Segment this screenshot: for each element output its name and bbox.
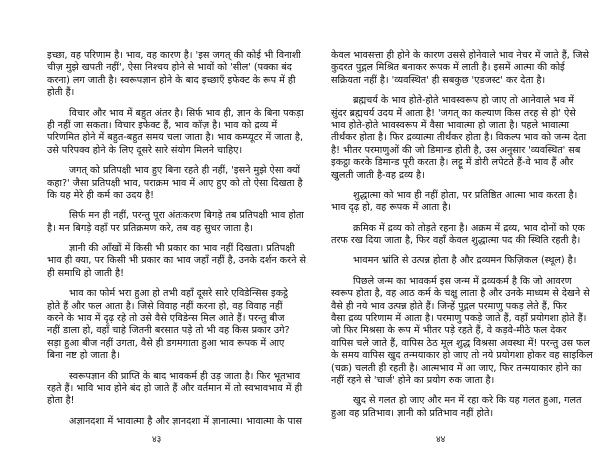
paragraph — [331, 189, 578, 215]
text-line: तीर्थंकर होता है। फिर द्रव्यात्मा तीर्थंकर होता है। विकल्प भाव को जन्म देता — [331, 132, 587, 144]
text-line: होती हैं। — [47, 87, 75, 99]
text-line: पिछले जन्म का भावकर्म इस जन्म में द्रव्यकर्म है कि जो आवरण — [353, 275, 572, 287]
text-line: भावमन भ्रांति से उत्पन्न होता है और द्रव्यमन फिज़िकल (स्थूल) है। — [353, 255, 577, 267]
text-line: इच्छा, वह परिणाम है। भाव, वह कारण है। 'इस जगत् की कोई भी विनाशी — [47, 50, 301, 61]
text-line: नहीं रहने से 'चार्ज' होने का प्रयोग रुक जाता है। — [331, 374, 495, 386]
paragraph — [47, 370, 303, 408]
text-line: होता है! — [47, 395, 75, 407]
text-line: खुद से गलत हो जाए और मन में रहा करे कि यह गलत हुआ, गलत — [353, 395, 582, 407]
text-line: जो फिर मिश्रसा के रूप में भीतर पड़े रहते हैं, वे कड़वे-मीठे फल देकर — [331, 325, 567, 337]
paragraph — [47, 415, 302, 428]
text-line: ब्रह्मचर्य के भाव होते-होते भावस्वरूप हो जाए तो आनेवाले भव में — [353, 95, 575, 107]
text-line: करना) लग जाती है। स्वरूपज्ञान होने के बाद इच्छाएँ इफेक्ट के रूप में ही — [47, 74, 296, 86]
text-line: उसे परिपक्व होने के लिए दूसरे सारे संयोग मिलने चाहिए। — [47, 144, 243, 156]
paragraph — [47, 210, 304, 235]
paragraph — [331, 275, 593, 388]
paragraph — [47, 107, 304, 158]
text-line: क्रमिक में द्रव्य को तोड़ते रहना है। अक्रम में द्रव्य, भाव दोनों को एक — [353, 222, 585, 234]
text-line: विचार और भाव में बहुत अंतर है। सिर्फ भाव ही, ज्ञान के बिना पकड़ा — [69, 107, 304, 119]
text-line: भाव का फोर्म भरा हुआ हो तभी वहाँ दूसरे सारे एविडेन्सिस इकट्ठे — [69, 288, 288, 300]
text-line: हुआ वह प्रतिभाव। ज्ञानी को प्रतिभाव नहीं होते। — [331, 407, 494, 419]
paragraph — [331, 255, 577, 267]
text-line: ही समाधि हो जाती है! — [47, 267, 124, 279]
text-line: करने के भाव में दृढ़ रहे तो उसे वैसे एविडेन्स मिल आते हैं। परन्तु बीज — [47, 313, 285, 325]
text-line: (चक्र) चलती ही रहती है। आत्मभाव में आ जाए, फिर तन्मयाकार होने का — [331, 362, 582, 374]
text-line: शुद्धात्मा को भाव ही नहीं होता, पर प्रतिष्ठित आत्मा भाव करता है। — [353, 189, 578, 201]
text-line: नहीं डाला हो, वहाँ चाहे जितनी बरसात पड़े तो भी वह किस प्रकार उगे? — [47, 325, 290, 337]
text-line: परिणमित होने में बहुत-बहुत समय चला जाता है। भाव कम्प्यूटर में जाता है, — [47, 132, 304, 144]
text-line: कि यह मेरे ही कर्म का उदय है! — [47, 189, 154, 201]
right-page-body — [331, 50, 593, 428]
paragraph — [47, 50, 301, 100]
paragraph — [331, 95, 587, 182]
text-line: अज्ञानदशा में भावात्मा है और ज्ञानदशा में ज्ञानात्मा। भावात्मा के पास — [69, 415, 302, 427]
text-line: है! भीतर परमाणुओं की जो डिमान्ड होती है, उस अनुसार 'व्यवस्थित' सब — [331, 144, 581, 156]
text-line: स्वरूप होता है, वह आठ कर्म के चक्षु लाता है और उनके माध्यम से देखने से — [331, 288, 590, 300]
text-line: कुदरत पुद्गल मिश्रित बनाकर रूपक में लाती है। इसमें आत्मा की कोई — [331, 62, 565, 74]
text-line: वैसा द्रव्य परिणाम में आता है। परमाणु पकड़े जाते हैं, वहाँ प्रयोगशा होते हैं। — [331, 313, 587, 325]
text-line: बिना नष्ट हो जाता है। — [47, 350, 120, 362]
paragraph — [331, 50, 589, 87]
paragraph — [47, 288, 290, 362]
text-line: भाव होते-होते भावस्वरूप में वैसा भावात्मा हो जाता है। पहले भावात्मा — [331, 119, 570, 131]
text-line: सड़ा हुआ बीज नहीं उगता, वैसे ही डगमगाता हुआ भाव रूपक में आए — [47, 337, 285, 349]
text-line: भाव दृढ़ हो, वह रूपक में आता है। — [331, 202, 451, 214]
text-line: कहा?' जैसा प्रतिपक्षी भाव, पराक्रम भाव में आए हुए को तो ऐसा दिखता है — [47, 177, 303, 189]
text-line: वैसे ही नये भाव उत्पन्न होते हैं। जिन्हें पुद्गल परमाणु पकड़ लेते हैं, फिर — [331, 300, 567, 312]
text-line: सिर्फ मन ही नहीं, परन्तु पूरा अंतःकरण बिगड़े तब प्रतिपक्षी भाव होता — [69, 210, 304, 222]
text-line: सुंदर ब्रह्मचर्य उदय में आता है! 'जगत् का कल्याण किस तरह से हो' ऐसे — [331, 107, 576, 119]
paragraph — [331, 395, 582, 420]
paragraph — [47, 165, 303, 202]
paragraph — [331, 222, 585, 248]
text-line: स्वरूपज्ञान की प्राप्ति के बाद भावकर्म ही उड़ जाता है। फिर भूतभाव — [69, 370, 301, 382]
text-line: होते हैं और फल आता है। जिसे विवाह नहीं करना हो, वह विवाह नहीं — [47, 300, 283, 312]
text-line: के समय वापिस खुद तन्मयाकार हो जाए तो नये प्रयोगशा होकर वह साइकिल — [331, 350, 593, 362]
text-line: वापिस चले जाते हैं, वापिस ठेठ मूल शुद्ध विश्रसा अवस्था में! परन्तु उस फल — [331, 337, 590, 349]
right-page-number: ४४ — [436, 435, 446, 445]
text-line: ही नहीं जा सकता। विचार इफेक्ट हैं, भाव कॉज़ है। भाव को द्रव्य में — [47, 119, 278, 131]
left-page-number: ४३ — [152, 435, 162, 445]
paragraph — [47, 243, 306, 280]
text-line: चीज़ मुझे खपती नहीं', ऐसा निश्चय होने से भावों को 'सील' (पक्का बंद — [47, 62, 292, 74]
text-line: भाव ही क्या, पर किसी भी प्रकार का भाव जहाँ नहीं है, उनके दर्शन करने से — [47, 255, 306, 267]
text-line: रहते हैं। भावि भाव होने बंद हो जाते हैं और वर्तमान में तो स्वभावभाव में ही — [47, 382, 303, 394]
text-line: ज्ञानी की आँखों में किसी भी प्रकार का भाव नहीं दिखता। प्रतिपक्षी — [69, 243, 295, 255]
text-line: केवल भावसत्ता ही होने के कारण उससे होनेवाले भाव नेचर में जाते हैं, जिसे — [331, 50, 589, 61]
text-line: इकट्ठा करके डिमान्ड पूरी करता है। लट्टू में डोरी लपेटते हैं-वे भाव हैं और — [331, 157, 574, 169]
text-line: जगत् को प्रतिपक्षी भाव हुए बिना रहते ही नहीं, 'इसने मुझे ऐसा क्यों — [69, 165, 301, 177]
text-line: खुलती जाती है-वह द्रव्य है। — [331, 169, 425, 181]
left-page-body — [47, 50, 306, 436]
text-line: है। मन बिगड़े वहाँ पर प्रतिक्रमण करे, तब वह सुधर जाता है। — [47, 222, 253, 234]
text-line: तरफ रख दिया जाता है, फिर वहाँ केवल शुद्धात्मा पद की स्थिति रहती है। — [331, 235, 581, 247]
text-line: सक्रियता नहीं है। 'व्यवस्थित' ही सबकुछ 'एडजस्ट' कर देता है। — [331, 74, 546, 86]
